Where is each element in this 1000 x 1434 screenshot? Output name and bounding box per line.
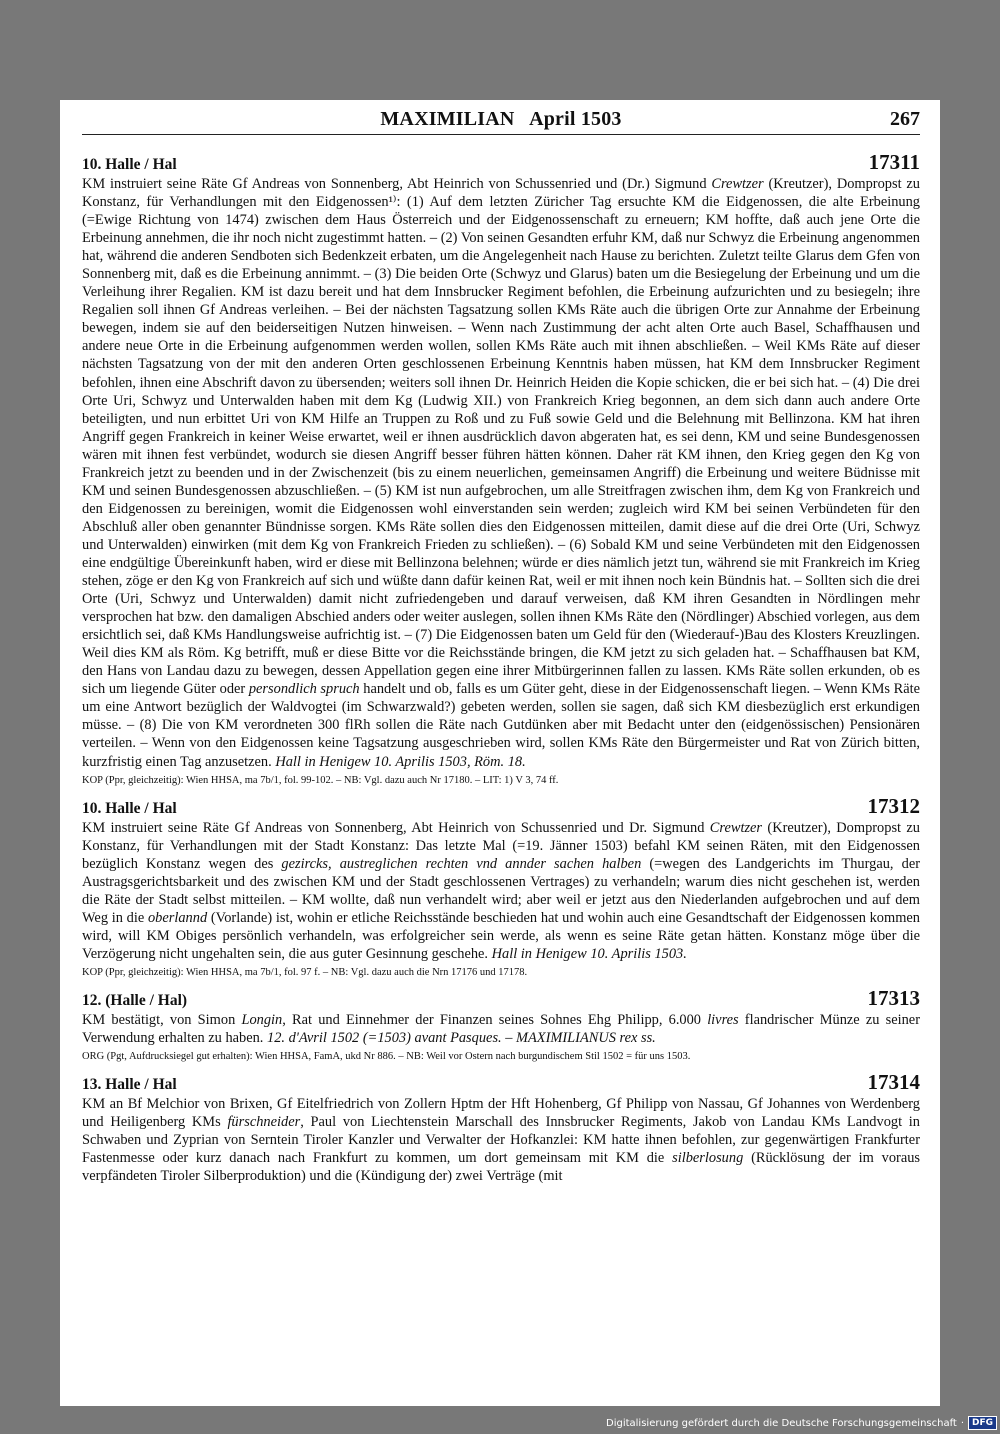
- entry-date: 10. Halle / Hal: [82, 156, 177, 173]
- entry-date: 13. Halle / Hal: [82, 1076, 177, 1094]
- body-text: KM instruiert seine Räte Gf Andreas von Sonnenberg, Abt Heinrich von Schussenried und (Dr.) Sigmund: [82, 176, 712, 192]
- entry-body: [82, 819, 920, 963]
- entry-source: KOP (Ppr, gleichzeitig): Wien HHSA, ma 7b/1, fol. 99-102. – NB: Vgl. dazu auch Nr 17180. – LIT: 1) V 3, 74 ff.: [82, 774, 559, 786]
- entry-date: 12. (Halle / Hal): [82, 991, 188, 1009]
- page-number: 267: [890, 108, 920, 130]
- italic-text: fürschneider: [227, 1114, 301, 1131]
- italic-text: oberlannd: [147, 909, 208, 926]
- body-text: KM bestätigt, von Simon: [82, 1011, 242, 1028]
- entry-number: 17314: [867, 1070, 920, 1095]
- italic-text: persondlich spruch: [248, 681, 360, 698]
- body-text: KM instruiert seine Räte Gf Andreas von Sonnenberg, Abt Heinrich von Schussenried und Dr. Sigmund: [82, 819, 710, 836]
- running-head: [82, 108, 920, 135]
- italic-text: 12. d'Avril 1502 (=1503) avant Pasques. – MAXIMILIANUS rex ss.: [267, 1029, 656, 1046]
- entry-body: [82, 1095, 920, 1185]
- entry-header: [82, 793, 920, 819]
- body-text: (Vorlande) ist, wohin er etliche Reichsstände beschieden hat und wohin auch eine Gesandtschaft der Eidgenossen kommen wird, will KM Obiges persönlich verhandeln, was erfolgreicher sein werde, als wenn es seine Räte getan hätten. Konstanz möge über die Verzögerung nicht ungehalten sein, die aus guter Gesinnung geschehe.: [82, 909, 920, 962]
- italic-text: livres: [707, 1011, 739, 1028]
- entry: [82, 1072, 920, 1185]
- entry-header: [82, 1072, 920, 1095]
- entry-number: 17312: [867, 793, 920, 818]
- entries-list: [82, 152, 920, 1193]
- document-page: [60, 100, 940, 1406]
- italic-text: Longin: [241, 1011, 283, 1028]
- body-text: (Kreutzer), Dompropst zu Konstanz, für Verhandlungen mit den Eidgenossen¹⁾: (1) Auf dem letzten Züricher Tag ersuchte KM die Eidgenossen, die alte Erbeinung (=Ewige Richtung von 1474) zwischen dem Haus Österreich und der Eidgenossenschaft zu erneuern; KM hoffte, daß auch jene Orte die Erbeinung annehmen, die ihr noch nicht zugestimmt hatten. – (2) Von seinen Gesandten erfuhr KM, daß nur Schwyz die Erbeinung angenommen hat, während die anderen Sendboten sich Bedenkzeit erbaten, um die Angelegenheit nach Hause zu berichten. Zuletzt teilte Glarus dem Gfen von Sonnenberg mit, daß es die Erbeinung annimmt. – (3) Die beiden Orte (Schwyz und Glarus) baten um die Besiegelung der Erbeinung und um die Verleihung ihrer Regalien. KM ist dazu bereit und hat dem Innsbrucker Regiment befohlen, die Erbeinung aufzurichten und zu besiegeln; ihre Regalien soll ihnen Gf Andreas verleihen. – Bei der nächsten Tagsatzung sollen KMs Räte auch die übrigen Orte zur Annahme der Erbeinung bewegen, indem sie auf den beiderseitigen Nutzen hinweisen. – Wenn nach Zustimmung der acht alten Orte auch Basel, Schaffhausen und andere neue Orte in die Erbeinung aufgenommen werden wollen, sollen KMs Räte auch mit ihnen abschließen. – Weil KMs Räte auf dieser nächsten Tagsatzung von der mit den anderen Orten geschlossenen Erbeinung Kenntnis haben müssen, hat KM dem Innsbrucker Regiment befohlen, ihnen eine Abschrift davon zu übersenden; weiters soll ihnen Dr. Heinrich Heiden die Kopie schicken, die er bei sich hat. – (4) Die drei Orte Uri, Schwyz und Unterwalden haben mit dem Kg (Ludwig XII.) von Frankreich Krieg begonnen, an dem sich dann auch andere Orte beteiligten, und nun erbittet Uri von KM Hilfe an Truppen zu Roß und zu Fuß sowie Geld und die Belehnung mit Bellinzona. KM hat ihren Angriff gegen Frankreich in keiner Weise erwartet, weil er ihnen ausdrücklich davon abgeraten hat, es sei denn, KM und seine Bundesgenossen wären mit ihnen fest verbündet, wodurch sie diesen Angriff besser führen hätten können. Daher rät KM ihnen, den Krieg gegen den Kg von Frankreich jetzt zu beenden und in der Zwischenzeit (bis zu einem neuerlichen, gemeinsamen Angriff) die Erbeinung und weitere Büdnisse mit KM und seinen Bundesgenossen abzuschließen. – (5) KM ist nun aufgebrochen, um alle Streitfragen zwischen ihm, dem Kg von Frankreich und den Eidgenossen zu bereinigen, womit die Eidgenossen wohl einverstanden sein werden; zugleich wird KM bei seinen Verbündeten für den Abschluß aller oben genannter Bündnisse sorgen. KMs Räte sollen dies den Eidgenossen mitteilen, damit diese auf die drei Orte (Uri, Schwyz und Unterwalden) einwirken (mit dem Kg von Frankreich Frieden zu schließen). – (6) Sobald KM und seine Verbündeten mit den Eidgenossen eine endgültige Übereinkunft haben, wird er diese mit Bellinzona belehnen; würde er dies nämlich jetzt tun, während sie mit Frankreich im Krieg stehen, zöge er den Kg von Frankreich auf sich und wüßte dann dafür keinen Rat, weil er mit ihnen noch kein Bündnis hat. – Sollten sich die drei Orte (Uri, Schwyz und Unterwalden) damit nicht zufriedengeben und darauf verweisen, daß KM ihren Gesandten in Nördlingen mehr versprochen hat bzw. den damaligen Abschied anders oder weiter auslegen, sollen ihnen KMs Räte den (Nördlinger) Abschied vorlegen, aus dem ersichtlich sei, daß KMs Handlungsweise aufrichtig ist. – (7) Die Eidgenossen baten um Geld für den (Wiederauf-)Bau des Klosters Kreuzlingen. Weil dies KM als Röm. Kg betrifft, muß er diese Bitte vor die Reichsstände bringen, die KM jetzt zu sich geladen hat. – Schaffhausen bat KM, den Hans von Landau dazu zu bewegen, dessen Appellation gegen eine ihrer Mitbürgerinnen fallen zu lassen. KMs Räte sollen erkunden, ob es sich um liegende Güter oder: [82, 176, 920, 698]
- funding-text: Digitalisierung gefördert durch die Deutsche Forschungsgemeinschaft: [606, 1417, 957, 1429]
- separator-dot: ·: [960, 1417, 965, 1429]
- body-text: flandrischer Münze zu seiner Verwendung erhalten zu haben.: [82, 1011, 920, 1046]
- body-text: , Rat und Einnehmer der Finanzen seines Sohnes Ehg Philipp, 6.000: [282, 1011, 708, 1028]
- entry-source: KOP (Ppr, gleichzeitig): Wien HHSA, ma 7b/1, fol. 97 f. – NB: Vgl. dazu auch die Nrn 17176 und 17178.: [82, 966, 528, 978]
- body-text: handelt und ob, falls es um Güter geht, diese in der Eidgenossenschaft liegen. – Wenn KMs Räte um eine Antwort bezüglich der Waldvogtei (im Schwarzwald?) gebeten werden, sollen sie sagen, daß sich KM diesbezüglich erst erkundigen müsse. – (8) Die von KM verordneten 300 flRh sollen die Räte nach Gutdünken aber mit Bedacht unter den (eidgenössischen) Pensionären verteilen. – Wenn von den Eidgenossen keine Tagsatzung ausgeschrieben wird, sollen KMs Räte den Bürgermeister und Rat von Zürich bitten, kurzfristig einen Tag anzusetzen.: [82, 681, 920, 770]
- entry-body: [82, 1011, 920, 1047]
- entry-header: [82, 152, 920, 175]
- italic-text: Crewtzer: [709, 819, 763, 836]
- body-text: (Rücklösung der im voraus verpfändeten Tiroler Silberproduktion) und die (Kündigung der) zwei Verträge (mit: [82, 1150, 921, 1185]
- entry-date: 10. Halle / Hal: [82, 799, 177, 817]
- italic-text: Hall in Henigew 10. Aprilis 1503, Röm. 18.: [275, 753, 526, 770]
- entry: [82, 152, 920, 788]
- body-text: KM an Bf Melchior von Brixen, Gf Eitelfriedrich von Zollern Hptm der Hft Hohenberg, Gf Philipp von Nassau, Gf Johannes von Werdenberg und Heiligenberg KMs: [82, 1096, 920, 1131]
- dfg-logo: DFG: [968, 1416, 997, 1430]
- entry: [82, 985, 920, 1064]
- italic-text: Crewtzer: [711, 176, 764, 192]
- body-text: (=wegen des Landgerichts im Thurgau, der Austragsgerichtsbarkeit und des zwischen KM und der Stadt geschlossenen Vertrages) zu verhandeln; warum dies nicht geschehen ist, werden die Räte der Stadt selbst mitteilen. – KM wollte, daß nun verhandelt wird; aber weil er jetzt aus den Niederlanden aufgebrochen und auf dem Weg in die: [82, 855, 920, 926]
- entry-source: ORG (Pgt, Aufdrucksiegel gut erhalten): Wien HHSA, FamA, ukd Nr 886. – NB: Weil vor Ostern nach burgundischem Stil 1502 = für uns 1503.: [82, 1051, 691, 1063]
- entry-header: [82, 985, 920, 1011]
- body-text: (Kreutzer), Dompropst zu Konstanz, für Verhandlungen mit der Stadt Konstanz: Das letzte Mal (=19. Jänner 1503) befahl KM seinen Räten, mit den Eidgenossen bezüglich Konstanz wegen des: [82, 819, 920, 872]
- entry-body: [82, 175, 920, 771]
- entry: [82, 793, 920, 980]
- running-title: MAXIMILIAN April 1503: [380, 108, 622, 130]
- italic-text: Hall in Henigew 10. Aprilis 1503.: [491, 945, 687, 962]
- body-text: , Paul von Liechtenstein Marschall des Innsbrucker Regiments, Jakob von Landau KMs Landvogt in Schwaben und Zyprian von Serntein Tiroler Kanzler und Verwalter der Hofkanzlei: KM hatte ihnen befohlen, zur gegenwärtigen Frankfurter Fastenmesse oder kurz danach nach Frankfurt zu kommen, um dort gemeinsam mit KM die: [82, 1114, 921, 1167]
- italic-text: silberlosung: [672, 1150, 744, 1167]
- entry-number: 17313: [867, 985, 920, 1010]
- italic-text: gezircks, austreglichen rechten vnd annder sachen halben: [281, 855, 642, 872]
- entry-number: 17311: [868, 150, 920, 174]
- funding-footer: [606, 1416, 997, 1430]
